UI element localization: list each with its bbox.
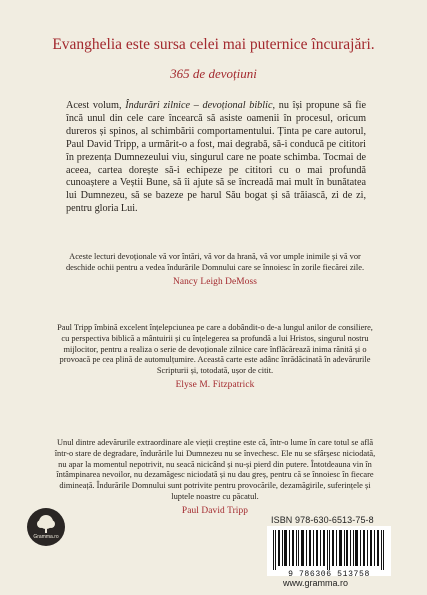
endorsement-author: Nancy Leigh DeMoss: [172, 276, 258, 287]
endorsement-1: [54, 252, 376, 287]
barcode: [267, 526, 391, 579]
intro-text-start: Acest volum,: [66, 100, 126, 111]
book-title: Îndurări zilnice – devoțional biblic: [125, 100, 273, 111]
endorsement-2: [54, 323, 376, 391]
intro-text-rest: , nu își propune să fie încă unul din cele care încearcă să asiste oamenii în procesul, oricum dureros și spinos, al schimbării comportamentului. Ținta pe care autorul, Paul David Tripp, a urmărit-o a fost, mai degrabă, să-i conducă pe cititori în prezența Dumnezeului viu, singurul care ne poate schimba. Tocmai de aceea, cartea dorește să-i echipeze pe cititori cu o mai profundă cunoaștere a Veștii Bune, să îi ajute să se încreadă mai mult în bunătatea lui Dumnezeu, să se bazeze pe harul Său bogat și să trăiască, zi de zi, pentru gloria Lui.: [66, 100, 366, 215]
headline: Evanghelia este sursa celei mai puternice încurajări.: [52, 36, 375, 53]
isbn-label: ISBN 978-630-6513-75-8: [271, 515, 374, 525]
barcode-digits: 9 786306 513758: [288, 570, 370, 579]
endorsement-text: Paul Tripp îmbină excelent înțelepciunea pe care a dobândit-o de-a lungul anilor de consiliere, cu perspectiva biblică a mântuirii și cu înțelegerea sa profundă a lui Hristos, singurul nostru mijlocitor, pentru a realiza o serie de devoționale zilnice care înflăcărează inima rănită și o provoacă pe cea plină de automulțumire. Această carte este adânc înrădăcinată în adevărurile Scripturii și, totodată, ușor de citit.: [57, 323, 373, 376]
endorsement-text: Unul dintre adevărurile extraordinare ale vieții creștine este că, într-o lume în care totul se află într-o stare de degradare, îndurările lui Dumnezeu nu se învechesc. Ele nu se sfârșesc niciodată, nu apar la momentul nepotrivit, nu seacă nicicând și nu-și pierd din putere. Întotdeauna vin în întâmpinarea nevoilor, nu dezamăgesc niciodată și nu dau greș, pentru că se înnoiesc în fiecare dimineață. Îndurările Domnului sunt potrivite pentru provocările, dezamăgirile, suferințele și luptele noastre cu păcatul.: [54, 438, 376, 501]
tree-icon: [27, 508, 65, 546]
subhead: 365 de devoțiuni: [170, 66, 257, 81]
endorsement-author: Paul David Tripp: [181, 505, 249, 516]
endorsement-text: Aceste lecturi devoționale vă vor întări, vă vor da hrană, vă vor umple inimile și vă vor deschide ochii pentru a vedea îndurările Domnului care se înnoiesc în zorile fiecărei zile.: [65, 252, 365, 272]
publisher-logo: [27, 508, 65, 546]
endorsement-3: [54, 438, 376, 517]
intro-paragraph: [66, 100, 366, 216]
publisher-website[interactable]: www.gramma.ro: [283, 578, 349, 588]
barcode-icon: [271, 530, 387, 570]
logo-text: Gramma.ro: [33, 534, 59, 540]
endorsement-author: Elyse M. Fitzpatrick: [175, 379, 255, 390]
